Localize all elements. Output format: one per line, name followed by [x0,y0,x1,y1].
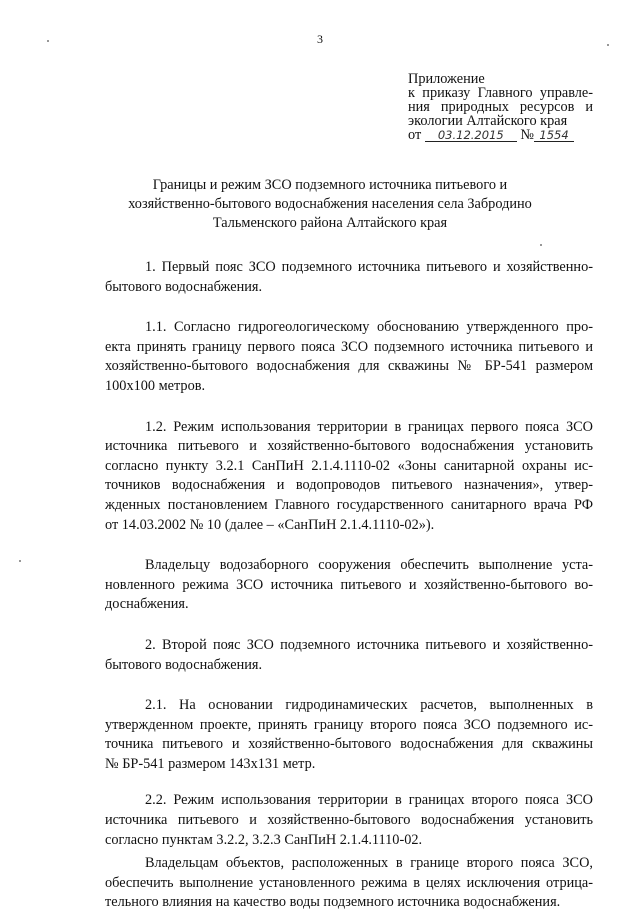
paragraph-owner-obligation [105,556,593,615]
text-line: 2.2. Режим использования территории в границах второго пояса ЗСО [145,792,593,809]
title-line: Границы и режим ЗСО подземного источника питьевого и [152,177,508,193]
paragraph-2 [105,636,593,675]
text-line: согласно пункту 3.2.1 СанПиН 2.1.4.1110-02 «Зоны санитарной охраны ис- [105,457,593,474]
text-line: бытового водоснабжения. [105,278,263,295]
appendix-date-line [408,128,593,142]
text-line: екта принять границу первого пояса ЗСО подземного источника питьевого и [105,338,593,355]
appendix-line: экологии Алтайского края [408,113,568,129]
text-line: бытового водоснабжения. [105,656,263,673]
scan-speck [47,40,49,42]
scan-speck [607,44,609,46]
text-line: хозяйственно-бытового водоснабжения для скважины № БР-541 размером [105,358,593,375]
paragraph-2-1 [105,696,593,774]
text-line: новленного режима ЗСО источника питьевого и хозяйственно-бытового во- [105,576,593,593]
document-title [100,176,560,233]
appendix-line: Приложение [408,71,485,87]
appendix-line: к приказу Главного управле- [408,85,593,101]
text-line: 2. Второй пояс ЗСО подземного источника питьевого и хозяйственно- [145,636,593,653]
title-line: хозяйственно-бытового водоснабжения населения села Забродино [128,196,532,212]
text-line: 1. Первый пояс ЗСО подземного источника питьевого и хозяйственно- [145,259,593,275]
paragraph-owners-obligation [105,854,593,913]
text-line: жденных постановлением Главного государственного санитарного врача РФ [105,496,593,513]
text-line: точника питьевого и хозяйственно-бытового водоснабжения для скважины [105,736,593,753]
text-line: Владельцам объектов, расположенных в границе второго пояса ЗСО, [145,855,593,872]
date-prefix: от [408,127,422,143]
text-line: источника питьевого и хозяйственно-бытового водоснабжения установить [105,438,593,455]
paragraph-2-2 [105,791,593,850]
page-number: 3 [317,32,323,46]
text-line: № БР-541 размером 143х131 метр. [105,755,316,772]
text-line: Владельцу водозаборного сооружения обеспечить выполнение уста- [145,557,593,574]
text-line: 2.1. На основании гидродинамических расчетов, выполненных в [145,697,593,714]
text-line: 1.2. Режим использования территории в границах первого пояса ЗСО [145,418,593,435]
handwritten-date: 03.12.2015 [425,129,517,142]
number-prefix: № [520,127,535,143]
scan-speck [19,560,21,562]
appendix-line: ния природных ресурсов и [408,99,593,115]
text-line: доснабжения. [105,596,189,613]
scan-speck [540,244,542,246]
text-line: утвержденном проекте, принять границу второго пояса ЗСО подземного ис- [105,716,593,733]
title-line: Тальменского района Алтайского края [212,215,448,231]
text-line: точников водоснабжения и водопроводов питьевого назначения», утвер- [105,477,593,494]
text-line: от 14.03.2002 № 10 (далее – «СанПиН 2.1.4.1110-02»). [105,516,435,533]
document-body [105,258,593,913]
text-line: обеспечить выполнение установленного режима в целях исключения отрица- [105,874,593,891]
text-line: согласно пунктам 3.2.2, 3.2.3 СанПиН 2.1.4.1110-02. [105,831,423,848]
appendix-header [408,72,593,142]
text-line: 1.1. Согласно гидрогеологическому обоснованию утвержденного про- [145,319,593,336]
handwritten-number: 1554 [534,129,574,142]
paragraph-1-2 [105,418,593,536]
paragraph-1 [105,258,593,297]
text-line: 100х100 метров. [105,377,206,394]
text-line: источника питьевого и хозяйственно-бытового водоснабжения установить [105,812,593,829]
text-line: тельного влияния на качество воды подземного источника водоснабжения. [105,894,561,911]
paragraph-1-1 [105,318,593,396]
